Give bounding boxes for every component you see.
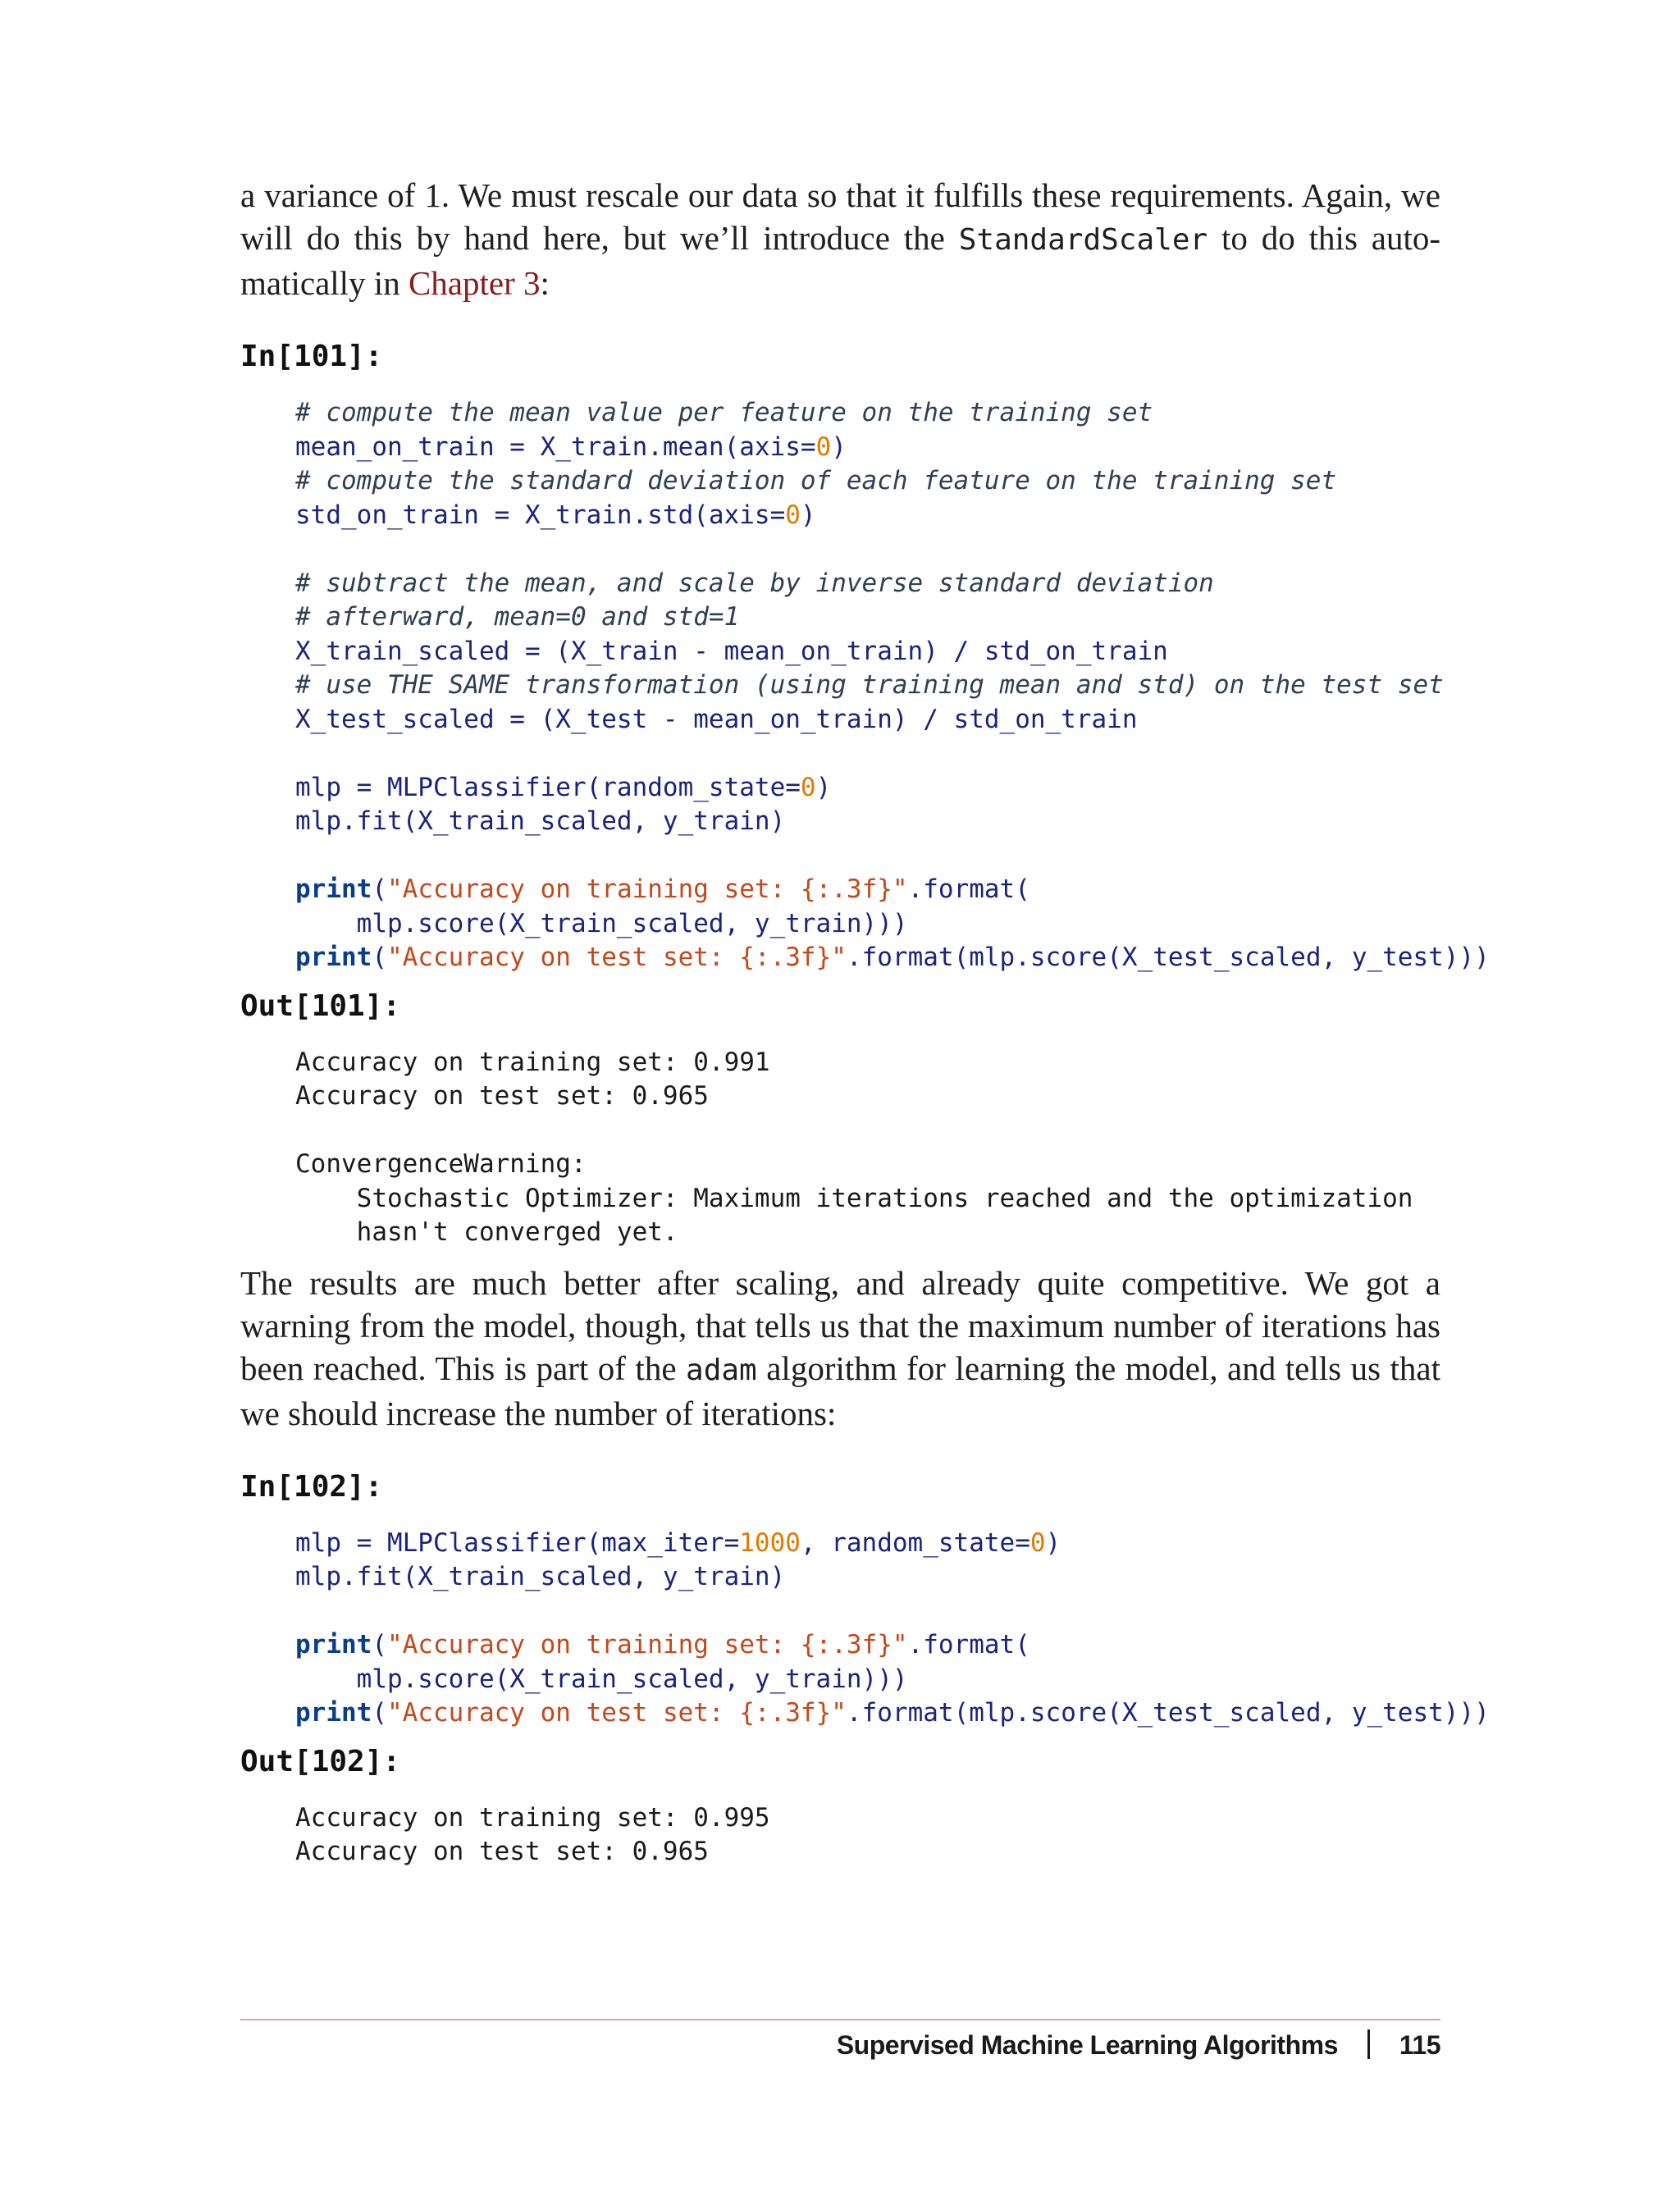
text: The results are much better after scaling, and already quite competitive. We got a warning from the model, though, that tells us that the maximum number of iterations has been reached. This is part of the <box>240 1263 1440 1387</box>
page-number: 115 <box>1399 2030 1440 2060</box>
cell-label-out-102: Out[102]: <box>240 1744 401 1778</box>
blank-line <box>295 737 1440 771</box>
output-block-out-102 <box>295 1801 1440 1869</box>
cell-label-in-102: In[102]: <box>240 1469 383 1504</box>
output-line: Accuracy on test set: 0.965 <box>295 1081 709 1111</box>
inline-code-standardscaler: StandardScaler <box>958 223 1208 257</box>
running-footer <box>837 2029 1440 2061</box>
text: algorithm for learning the model, and tells us that we should increase the number of iterations: <box>240 1349 1440 1432</box>
cell-label-out-101: Out[101]: <box>240 988 401 1023</box>
code-block-in-102 <box>295 1527 1490 1731</box>
code-line: print("Accuracy on training set: {:.3f}".format( <box>295 874 1030 904</box>
code-line: mlp.score(X_train_scaled, y_train))) <box>295 1664 908 1694</box>
blank-line <box>295 1114 1440 1148</box>
text: a variance of 1. We must rescale our data so that it fulfills these requirements. Again, we will do this by hand here, but we’ll introduce the <box>240 176 1440 257</box>
footer-separator <box>1367 2029 1370 2059</box>
code-line: print("Accuracy on test set: {:.3f}".format(mlp.score(X_test_scaled, y_test))) <box>295 943 1490 972</box>
code-line: mlp = MLPClassifier(max_iter=1000, random_state=0) <box>295 1527 1061 1558</box>
blank-line <box>295 839 1440 874</box>
code-line: print("Accuracy on training set: {:.3f}".format( <box>295 1630 1030 1659</box>
code-block-in-101 <box>295 396 1490 975</box>
cell-label-in-101: In[101]: <box>240 340 383 373</box>
output-line: Accuracy on training set: 0.991 <box>295 1047 770 1077</box>
code-line: # compute the mean value per feature on the training set <box>295 398 1153 427</box>
inline-code-adam: adam <box>686 1353 757 1387</box>
output-line: Stochastic Optimizer: Maximum iterations reached and the optimization <box>295 1183 1413 1213</box>
code-line: mlp.score(X_train_scaled, y_train))) <box>295 908 908 938</box>
paragraph-intro <box>240 174 1440 304</box>
page-content <box>240 174 1490 1869</box>
chapter-link[interactable]: Chapter 3 <box>408 264 541 302</box>
output-block-out-101 <box>295 1046 1440 1250</box>
footer-section-title: Supervised Machine Learning Algorithms <box>836 2030 1338 2060</box>
code-line: mean_on_train = X_train.mean(axis=0) <box>295 431 847 462</box>
text: : <box>540 264 550 302</box>
output-line: ConvergenceWarning: <box>295 1149 587 1179</box>
blank-line <box>295 1595 1440 1629</box>
code-line: X_test_scaled = (X_test - mean_on_train) / std_on_train <box>295 704 1138 734</box>
code-line: mlp.fit(X_train_scaled, y_train) <box>295 806 786 836</box>
output-line: Accuracy on training set: 0.995 <box>295 1802 770 1833</box>
paragraph-results <box>240 1262 1440 1435</box>
code-line: # use THE SAME transformation (using training mean and std) on the test set <box>295 670 1444 700</box>
code-line: mlp.fit(X_train_scaled, y_train) <box>295 1562 786 1591</box>
code-line: # compute the standard deviation of each feature on the training set <box>295 466 1337 495</box>
code-line: mlp = MLPClassifier(random_state=0) <box>295 772 832 802</box>
text: to do this automatically in <box>240 219 1441 302</box>
code-line: # afterward, mean=0 and std=1 <box>295 602 740 632</box>
output-line: hasn't converged yet. <box>295 1217 678 1247</box>
code-line: print("Accuracy on test set: {:.3f}".format(mlp.score(X_test_scaled, y_test))) <box>295 1698 1490 1728</box>
footer-rule <box>240 2019 1440 2020</box>
code-line: X_train_scaled = (X_train - mean_on_train) / std_on_train <box>295 636 1168 666</box>
blank-line <box>295 532 1440 567</box>
code-line: std_on_train = X_train.std(axis=0) <box>295 500 816 530</box>
code-line: # subtract the mean, and scale by inverse standard deviation <box>295 568 1214 598</box>
output-line: Accuracy on test set: 0.965 <box>295 1837 709 1866</box>
